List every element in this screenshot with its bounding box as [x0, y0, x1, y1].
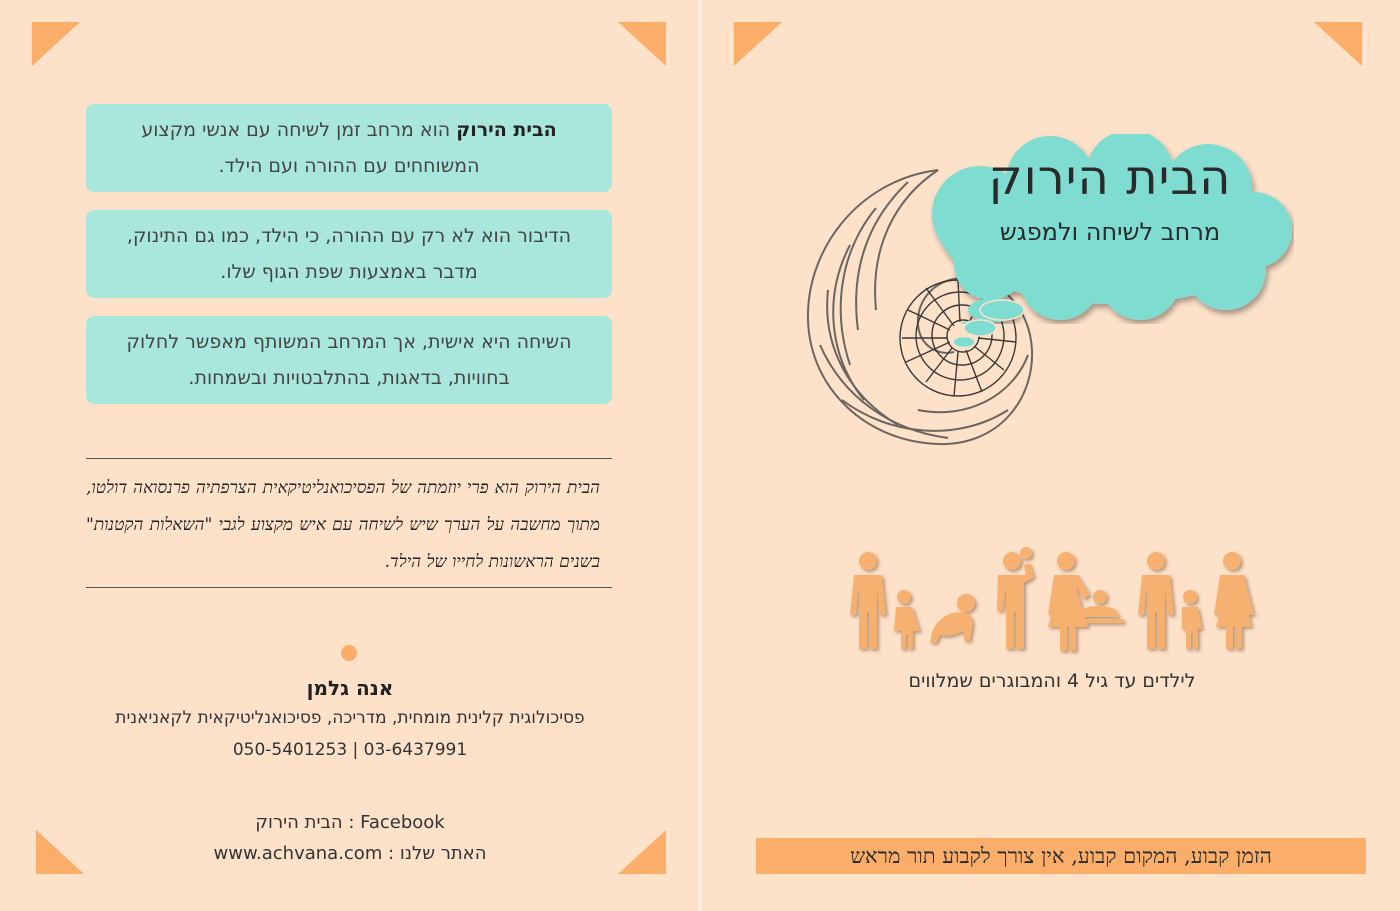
corner-triangle-top-right [1314, 22, 1362, 66]
facebook-link[interactable]: הבית הירוק : Facebook [255, 812, 445, 833]
cloud-subtitle: מרחב לשיחה ולמפגש [999, 218, 1221, 246]
contact-phones[interactable]: 050-5401253 | 03-6437991 [232, 740, 468, 760]
info-box-1-text: הוא מרחב זמן לשיחה עם אנשי מקצוע המשוחחים עם ההורה ועם הילד. [141, 119, 480, 177]
accent-dot [341, 645, 357, 661]
cloud-title: הבית הירוק [988, 150, 1232, 206]
corner-triangle-bottom-left [36, 830, 84, 874]
info-box-3: השיחה היא אישית, אך המרחב המשותף מאפשר לחלוק בחוויות, בדאגות, בהתלבטויות ובשמחות. [86, 316, 612, 404]
info-box-2: הדיבור הוא לא רק עם ההורה, כי הילד, כמו גם התינוק, מדבר באמצעות שפת הגוף שלו. [86, 210, 612, 298]
quote-bottom-rule [86, 587, 612, 588]
contact-name: אנה גלמן [306, 676, 394, 700]
family-silhouettes [838, 545, 1268, 655]
bottom-banner: הזמן קבוע, המקום קבוע, אין צורך לקבוע תור מראש [756, 838, 1366, 874]
corner-triangle-top-left [32, 22, 80, 66]
corner-triangle-bottom-right [618, 830, 666, 874]
thought-bubbles [944, 296, 1034, 356]
website-link[interactable]: www.achvana.com : האתר שלנו [213, 843, 487, 864]
corner-triangle-top-right [618, 22, 666, 66]
corner-triangle-top-left [734, 22, 782, 66]
quote-text: הבית הירוק הוא פרי יוזמתה של הפסיכואנליטיקאית הצרפתיה פרנסואה דולטו, מתוך מחשבה על הערך שיש לשיחה עם איש מקצוע לגבי "השאלות הקטנות" בשנים הראשונות לחייו של הילד. [86, 478, 600, 572]
info-box-1-bold: הבית הירוק [456, 119, 557, 141]
contact-title: פסיכולוגית קלינית מומחית, מדריכה, פסיכואנליטיקאית לקאניאנית [115, 708, 585, 728]
age-range-text: לילדים עד גיל 4 והמבוגרים שמלווים [908, 670, 1196, 692]
info-box-1 [86, 104, 612, 192]
quote-top-rule [86, 458, 612, 459]
